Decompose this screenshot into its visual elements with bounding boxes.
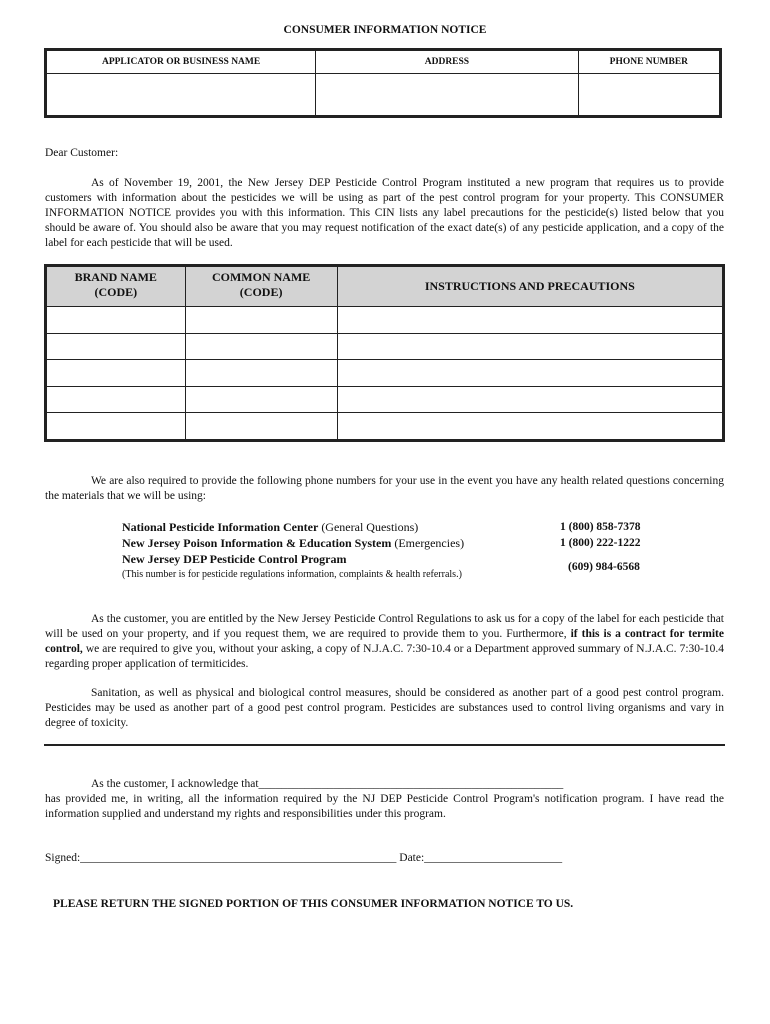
phone-intro-paragraph: We are also required to provide the following phone numbers for your use in the event you have any health related questions concerning the materials that we will be using: <box>45 475 724 502</box>
brand-name-header <box>47 267 186 307</box>
instructions-cell[interactable] <box>337 413 722 440</box>
applicator-info-table <box>44 48 722 118</box>
common-cell[interactable] <box>185 386 337 413</box>
common-name-header-line1: COMMON NAME <box>211 270 311 284</box>
table-row <box>47 307 723 334</box>
common-cell[interactable] <box>185 360 337 387</box>
brand-cell[interactable] <box>47 307 186 334</box>
brand-name-header-line1: BRAND NAME <box>74 270 157 284</box>
contact-list <box>122 519 652 583</box>
contact-phone: (609) 984-6568 <box>568 561 640 573</box>
common-cell[interactable] <box>185 333 337 360</box>
brand-name-header-line2: (CODE) <box>94 285 138 299</box>
contact-desc: (Emergencies) <box>391 536 465 550</box>
brand-cell[interactable] <box>47 333 186 360</box>
divider-line <box>44 744 725 746</box>
phone-number-field[interactable] <box>578 74 719 116</box>
label-paragraph-part1: As the customer, you are entitled by the New Jersey Pesticide Control Regulations to ask us for a copy of the label for each pesticide that will be used on your property, and if you request them, we are required to provide them to you. Furthermore, <box>45 613 724 640</box>
contact-note: (This number is for pesticide regulations information, complaints & health referrals.) <box>122 569 462 580</box>
contact-row <box>122 535 652 551</box>
table-row <box>47 333 723 360</box>
contact-name: National Pesticide Information Center <box>122 520 319 534</box>
common-name-header <box>185 267 337 307</box>
contact-name: New Jersey Poison Information & Education System <box>122 536 392 550</box>
label-paragraph <box>45 612 724 672</box>
intro-paragraph: As of November 19, 2001, the New Jersey DEP Pesticide Control Program instituted a new program that requires us to provide customers with information about the pesticides we will be using as part of the pest control program for your property. This CONSUMER INFORMATION NOTICE provides you with this information. This CIN lists any label precautions for the pesticide(s) listed below that you should be aware of. You should also be aware that you may request notification of the exact date(s) of any pesticide application, and a copy of the label for each pesticide that will be used. <box>45 177 724 249</box>
brand-cell[interactable] <box>47 360 186 387</box>
salutation: Dear Customer: <box>45 147 119 159</box>
signature-line[interactable]: Signed:_______________________________________________________ Date:________________________ <box>45 852 563 864</box>
phone-number-header: PHONE NUMBER <box>578 51 719 74</box>
address-field[interactable] <box>316 74 578 116</box>
contact-name: New Jersey DEP Pesticide Control Program <box>122 552 347 566</box>
contact-row <box>122 551 652 573</box>
contact-desc: (General Questions) <box>318 520 419 534</box>
contact-phone: 1 (800) 858-7378 <box>560 521 641 533</box>
acknowledge-paragraph: has provided me, in writing, all the information required by the NJ DEP Pesticide Control Program's notification program. I have read the information supplied and understand my rights and responsibilities under this program. <box>45 793 724 820</box>
pesticide-table <box>44 264 725 442</box>
common-cell[interactable] <box>185 413 337 440</box>
instructions-cell[interactable] <box>337 333 722 360</box>
contact-phone: 1 (800) 222-1222 <box>560 537 641 549</box>
applicator-name-header: APPLICATOR OR BUSINESS NAME <box>47 51 316 74</box>
common-name-header-line2: (CODE) <box>239 285 283 299</box>
instructions-cell[interactable] <box>337 360 722 387</box>
instructions-cell[interactable] <box>337 386 722 413</box>
brand-cell[interactable] <box>47 386 186 413</box>
instructions-cell[interactable] <box>337 307 722 334</box>
common-cell[interactable] <box>185 307 337 334</box>
brand-cell[interactable] <box>47 413 186 440</box>
table-row <box>47 413 723 440</box>
applicator-name-field[interactable] <box>47 74 316 116</box>
address-header: ADDRESS <box>316 51 578 74</box>
table-row <box>47 360 723 387</box>
label-paragraph-bold: if this is a contract for termite control, <box>45 628 724 655</box>
table-row <box>47 386 723 413</box>
instructions-header: INSTRUCTIONS AND PRECAUTIONS <box>337 267 722 307</box>
return-notice: PLEASE RETURN THE SIGNED PORTION OF THIS CONSUMER INFORMATION NOTICE TO US. <box>53 898 574 910</box>
sanitation-paragraph: Sanitation, as well as physical and biological control measures, should be considered as another part of a good pest control program. Pesticides may be used as another part of a good pest control program. Pesticides are substances used to control living organisms and vary in degree of toxicity. <box>45 687 724 729</box>
contact-row <box>122 519 652 535</box>
document-title: CONSUMER INFORMATION NOTICE <box>283 24 487 36</box>
acknowledge-line[interactable]: As the customer, I acknowledge that_____________________________________________________ <box>91 778 564 790</box>
label-paragraph-part2: we are required to give you, without your asking, a copy of N.J.A.C. 7:30-10.4 or a Department approved summary of N.J.A.C. 7:30-10.4 regarding proper application of termiticides. <box>45 643 724 670</box>
